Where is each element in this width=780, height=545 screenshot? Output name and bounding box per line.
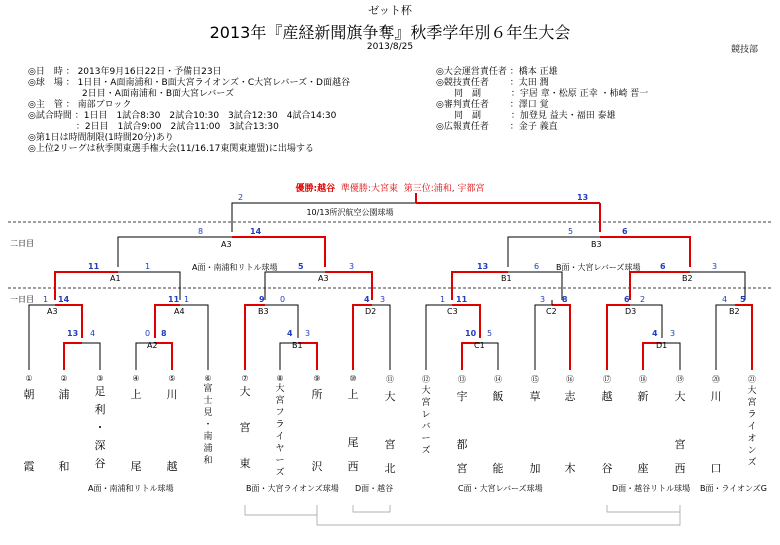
team-name-char: 大 (384, 390, 396, 403)
team-column (55, 374, 73, 479)
game-label: C1 (474, 341, 485, 350)
team-name-char: 尾 (347, 436, 359, 449)
team-name-char: ・ (203, 420, 213, 430)
team-name-char: 宮 (747, 398, 757, 408)
score: 6 (534, 262, 540, 271)
team-column (671, 374, 689, 481)
score: 1 (184, 295, 190, 304)
score: 9 (259, 295, 265, 304)
score: 11 (456, 295, 468, 304)
team-name-char (453, 409, 471, 433)
team-number: ⑫ (422, 375, 430, 384)
team-name-char: 霞 (23, 460, 35, 473)
runner-label: 準優勝: (340, 184, 371, 194)
bottom-venue: D面・越谷リトル球場 (612, 484, 691, 493)
game-label: B2 (682, 274, 693, 283)
bottom-venue: B面・大宮ライオンズ球場 (246, 484, 339, 493)
team-name-char (489, 433, 507, 457)
score: 4 (90, 329, 96, 338)
score: 0 (145, 329, 151, 338)
team-name-char (561, 433, 579, 457)
game-label: B1 (501, 274, 512, 283)
game-label: D1 (656, 341, 668, 350)
team-name-char: 草 (529, 390, 541, 403)
score: 13 (477, 262, 489, 271)
team-number: ⑭ (494, 375, 502, 384)
team-column (707, 374, 725, 481)
team-column (417, 374, 435, 457)
team-name-char (163, 407, 181, 431)
score: 0 (280, 295, 286, 304)
team-name-char (308, 407, 326, 431)
team-name-char: 浦 (203, 444, 213, 454)
team-column (236, 374, 254, 473)
game-label: A3 (47, 307, 58, 316)
team-column (199, 374, 217, 467)
doc-date: 2013/8/25 (366, 42, 414, 52)
winner-label: 優勝: (295, 184, 318, 194)
score: 13 (577, 193, 589, 202)
team-number: ⑮ (531, 375, 539, 384)
team-name-char: 和 (58, 460, 70, 473)
team-name-char (489, 409, 507, 433)
info-line: ◎大会運営責任者 ：橋本 正雄 (436, 67, 558, 77)
team-column (381, 374, 399, 481)
team-name-char: 東 (239, 457, 251, 470)
team-number: ⑨ (313, 374, 321, 383)
team-name-char: 志 (564, 390, 576, 403)
game-label: C2 (546, 307, 557, 316)
score: 6 (622, 227, 628, 236)
team-name-char: 谷 (601, 462, 613, 475)
score: 3 (349, 262, 355, 271)
team-name-char: 見 (203, 408, 213, 418)
team-name-char: 浦 (58, 388, 70, 401)
runner-team: 大宮東 (370, 184, 398, 194)
team-name-char (526, 433, 544, 457)
score: 8 (198, 227, 204, 236)
team-name-char (127, 407, 145, 431)
score: 4 (364, 295, 370, 304)
team-name-char (55, 431, 73, 455)
page-title: 2013年『産経新聞旗争奪』秋季学年別６年生大会 (209, 23, 571, 42)
team-number: ⑱ (639, 375, 647, 384)
team-name-char: バ (421, 422, 431, 432)
team-number: ③ (96, 374, 104, 383)
winner-team: 越谷 (317, 184, 336, 194)
team-number: ⑰ (603, 375, 611, 384)
game-label: A3 (318, 274, 329, 283)
team-name-char (236, 401, 254, 419)
info-line: ：2日目 1試合9:00 2試合11:00 3試合13:30 (28, 122, 279, 132)
team-name-char: ズ (275, 468, 285, 478)
team-name-char (526, 409, 544, 433)
team-number: ⑪ (386, 375, 394, 384)
team-name-char: 越 (601, 390, 613, 403)
team-name-char: ー (275, 456, 285, 466)
game-label: A3 (221, 240, 232, 249)
team-number: ⑥ (204, 374, 212, 383)
score: 5 (568, 227, 574, 236)
info-line: ◎広報責任者 ：金子 義直 (436, 122, 558, 132)
team-name-char: ・ (94, 421, 106, 434)
team-name-char: 越 (166, 460, 178, 473)
team-name-char: 尾 (130, 460, 142, 473)
team-name-char: ズ (421, 446, 431, 456)
team-number: ⑯ (566, 375, 574, 384)
score: 11 (88, 262, 100, 271)
score: 3 (712, 262, 718, 271)
team-name-char: 大 (239, 385, 251, 398)
team-name-char: 宮 (275, 396, 285, 406)
team-name-char: 宮 (421, 398, 431, 408)
team-name-char: 宮 (674, 438, 686, 451)
score: 1 (145, 262, 151, 271)
team-name-char: 川 (166, 388, 178, 401)
team-name-char: ラ (747, 410, 757, 420)
score: 1 (43, 295, 49, 304)
team-name-char (236, 437, 254, 455)
team-name-char: 和 (203, 456, 213, 466)
team-name-char: 飯 (492, 390, 504, 403)
team-name-char: 宮 (384, 438, 396, 451)
score: 14 (250, 227, 262, 236)
cup-name: ゼット杯 (368, 4, 412, 17)
team-number: ⑳ (712, 375, 720, 384)
team-column (561, 374, 579, 481)
team-name-char: イ (747, 422, 757, 432)
score: 4 (287, 329, 293, 338)
info-line: 2日目・A面南浦和・B面大宮レバーズ (28, 89, 234, 99)
team-name-char: 沢 (311, 460, 323, 473)
game-label: A4 (174, 307, 185, 316)
third-label: 第三位: (403, 184, 434, 194)
info-line: ◎試合時間 ：1日目 1試合8:30 2試合10:30 3試合12:30 4試合14:30 (28, 111, 337, 121)
team-name-char: 北 (384, 462, 396, 475)
team-name-char: イ (275, 432, 285, 442)
score: 6 (660, 262, 666, 271)
team-name-char: 口 (710, 462, 722, 475)
team-name-char: 都 (456, 438, 468, 451)
team-name-char: 所 (311, 388, 323, 401)
info-line: ◎第1日は時間制限(1時間20分)あり (28, 133, 174, 143)
team-name-char (55, 407, 73, 431)
score: 10 (465, 329, 477, 338)
game-label: D2 (365, 307, 377, 316)
team-column (634, 374, 652, 481)
venue-b2: B面・大宮レバーズ球場 (556, 263, 641, 272)
team-name-char: 西 (674, 462, 686, 475)
team-name-char (598, 409, 616, 433)
team-name-char: 宮 (456, 462, 468, 475)
team-number: ⑬ (458, 375, 466, 384)
team-name-char (634, 433, 652, 457)
team-name-char (308, 431, 326, 455)
team-name-char: 士 (203, 396, 213, 406)
team-name-char (561, 409, 579, 433)
team-name-char: 足 (94, 385, 106, 398)
team-name-char: 大 (747, 386, 757, 396)
score: 8 (161, 329, 167, 338)
team-name-char: 大 (275, 384, 285, 394)
team-column (453, 374, 471, 481)
info-line: 同 副 ：宇居 章・松原 正幸 ・柿崎 晋一 (436, 89, 649, 99)
team-number: ② (60, 374, 68, 383)
team-name-char (707, 433, 725, 457)
team-name-char: 上 (347, 388, 359, 401)
team-name-char: 座 (637, 462, 649, 475)
dept-label: 競技部 (730, 45, 758, 55)
team-name-char: レ (421, 410, 431, 420)
team-name-char (598, 433, 616, 457)
score: 4 (652, 329, 658, 338)
team-name-char: 大 (421, 386, 431, 396)
team-name-char: 朝 (23, 388, 35, 401)
team-number: ⑧ (276, 374, 284, 383)
team-name-char: 宇 (456, 390, 468, 403)
team-name-char (127, 431, 145, 455)
game-label: A1 (110, 274, 121, 283)
bottom-venue: A面・南浦和リトル球場 (88, 484, 174, 493)
final-venue: 10/13所沢航空公園球場 (306, 208, 394, 217)
score: 8 (562, 295, 568, 304)
day2-label: 二日目 (10, 239, 34, 248)
team-column (308, 374, 326, 479)
bottom-venue: D面・越谷 (355, 484, 394, 493)
team-number: ④ (132, 374, 140, 383)
team-name-char: 谷 (94, 457, 106, 470)
team-name-char: ラ (275, 420, 285, 430)
score: 5 (487, 329, 493, 338)
info-line: ◎競技責任者 ：太田 潤 (436, 78, 549, 88)
score: 13 (67, 329, 79, 338)
team-column (489, 374, 507, 481)
team-name-char (163, 431, 181, 455)
info-line: ◎上位2リーグは秋季関東選手権大会(11/16.17東関東連盟)に出場する (28, 144, 314, 154)
team-column (743, 374, 761, 469)
team-number: ⑲ (676, 375, 684, 384)
third-teams: 浦和, 宇都宮 (433, 184, 485, 194)
info-line: ◎審判責任者 ：澤口 覚 (436, 100, 549, 110)
info-line: 同 副 ：加登見 益夫・福田 泰雄 (436, 111, 616, 121)
score: 2 (238, 193, 244, 202)
score: 11 (168, 295, 180, 304)
score: 1 (440, 295, 446, 304)
game-label: B2 (729, 307, 740, 316)
score: 3 (670, 329, 676, 338)
team-name-char: ヤ (275, 444, 285, 454)
team-name-char (634, 409, 652, 433)
bottom-venue: B面・ライオンズG (700, 484, 767, 493)
team-column (127, 374, 145, 479)
team-column (163, 374, 181, 479)
team-name-char: 加 (529, 462, 541, 475)
team-name-char: 利 (94, 403, 106, 416)
score: 6 (624, 295, 630, 304)
team-name-char: フ (275, 408, 285, 418)
team-name-char (344, 407, 362, 431)
score: 2 (640, 295, 646, 304)
game-label: C3 (447, 307, 458, 316)
score: 5 (740, 295, 746, 304)
bottom-venue: C面・大宮レバーズ球場 (458, 484, 543, 493)
team-name-char: ー (421, 434, 431, 444)
game-label: B3 (258, 307, 269, 316)
team-number: ⑦ (241, 374, 249, 383)
team-name-char (381, 409, 399, 433)
team-name-char: 西 (347, 460, 359, 473)
score: 3 (380, 295, 386, 304)
team-column (526, 374, 544, 481)
team-name-char: 大 (674, 390, 686, 403)
team-name-char: 深 (94, 439, 106, 452)
team-name-char: 宮 (239, 421, 251, 434)
score: 3 (540, 295, 546, 304)
score: 4 (722, 295, 728, 304)
game-label: B1 (292, 341, 303, 350)
team-number: ㉑ (748, 375, 756, 384)
team-number: ⑩ (349, 374, 357, 383)
game-label: A2 (147, 341, 158, 350)
team-name-char: 能 (492, 462, 504, 475)
team-name-char: 富 (203, 384, 213, 394)
team-name-char: 川 (710, 390, 722, 403)
team-name-char: 新 (637, 390, 649, 403)
info-line: ◎日 時 ： 2013年9月16日22日・予備日23日 (28, 67, 222, 77)
team-name-char: ン (747, 446, 757, 456)
venue-a2: A面・南浦和リトル球場 (192, 263, 278, 272)
team-column (20, 374, 38, 479)
team-column (344, 374, 362, 479)
score: 5 (298, 262, 304, 271)
team-number: ⑤ (168, 374, 176, 383)
game-label: D3 (625, 307, 637, 316)
info-line: ◎主 管 ： 南部ブロック (28, 100, 132, 110)
team-name-char (20, 407, 38, 431)
team-name-char: オ (747, 434, 757, 444)
team-name-char (671, 409, 689, 433)
team-name-char: ズ (747, 458, 757, 468)
team-column (91, 374, 109, 473)
game-label: B3 (591, 240, 602, 249)
day1-label: 一日目 (10, 295, 34, 304)
score: 3 (305, 329, 311, 338)
team-column (271, 374, 289, 479)
team-name-char: 木 (564, 462, 576, 475)
team-name-char (707, 409, 725, 433)
team-name-char: 南 (203, 432, 213, 442)
score: 14 (58, 295, 70, 304)
team-column (598, 374, 616, 481)
team-number: ① (25, 374, 33, 383)
team-name-char: 上 (130, 388, 142, 401)
info-line: ◎球 場 ： 1日目・A面南浦和・B面大宮ライオンズ・C大宮レバーズ・D面越谷 (28, 78, 350, 88)
team-name-char (20, 431, 38, 455)
